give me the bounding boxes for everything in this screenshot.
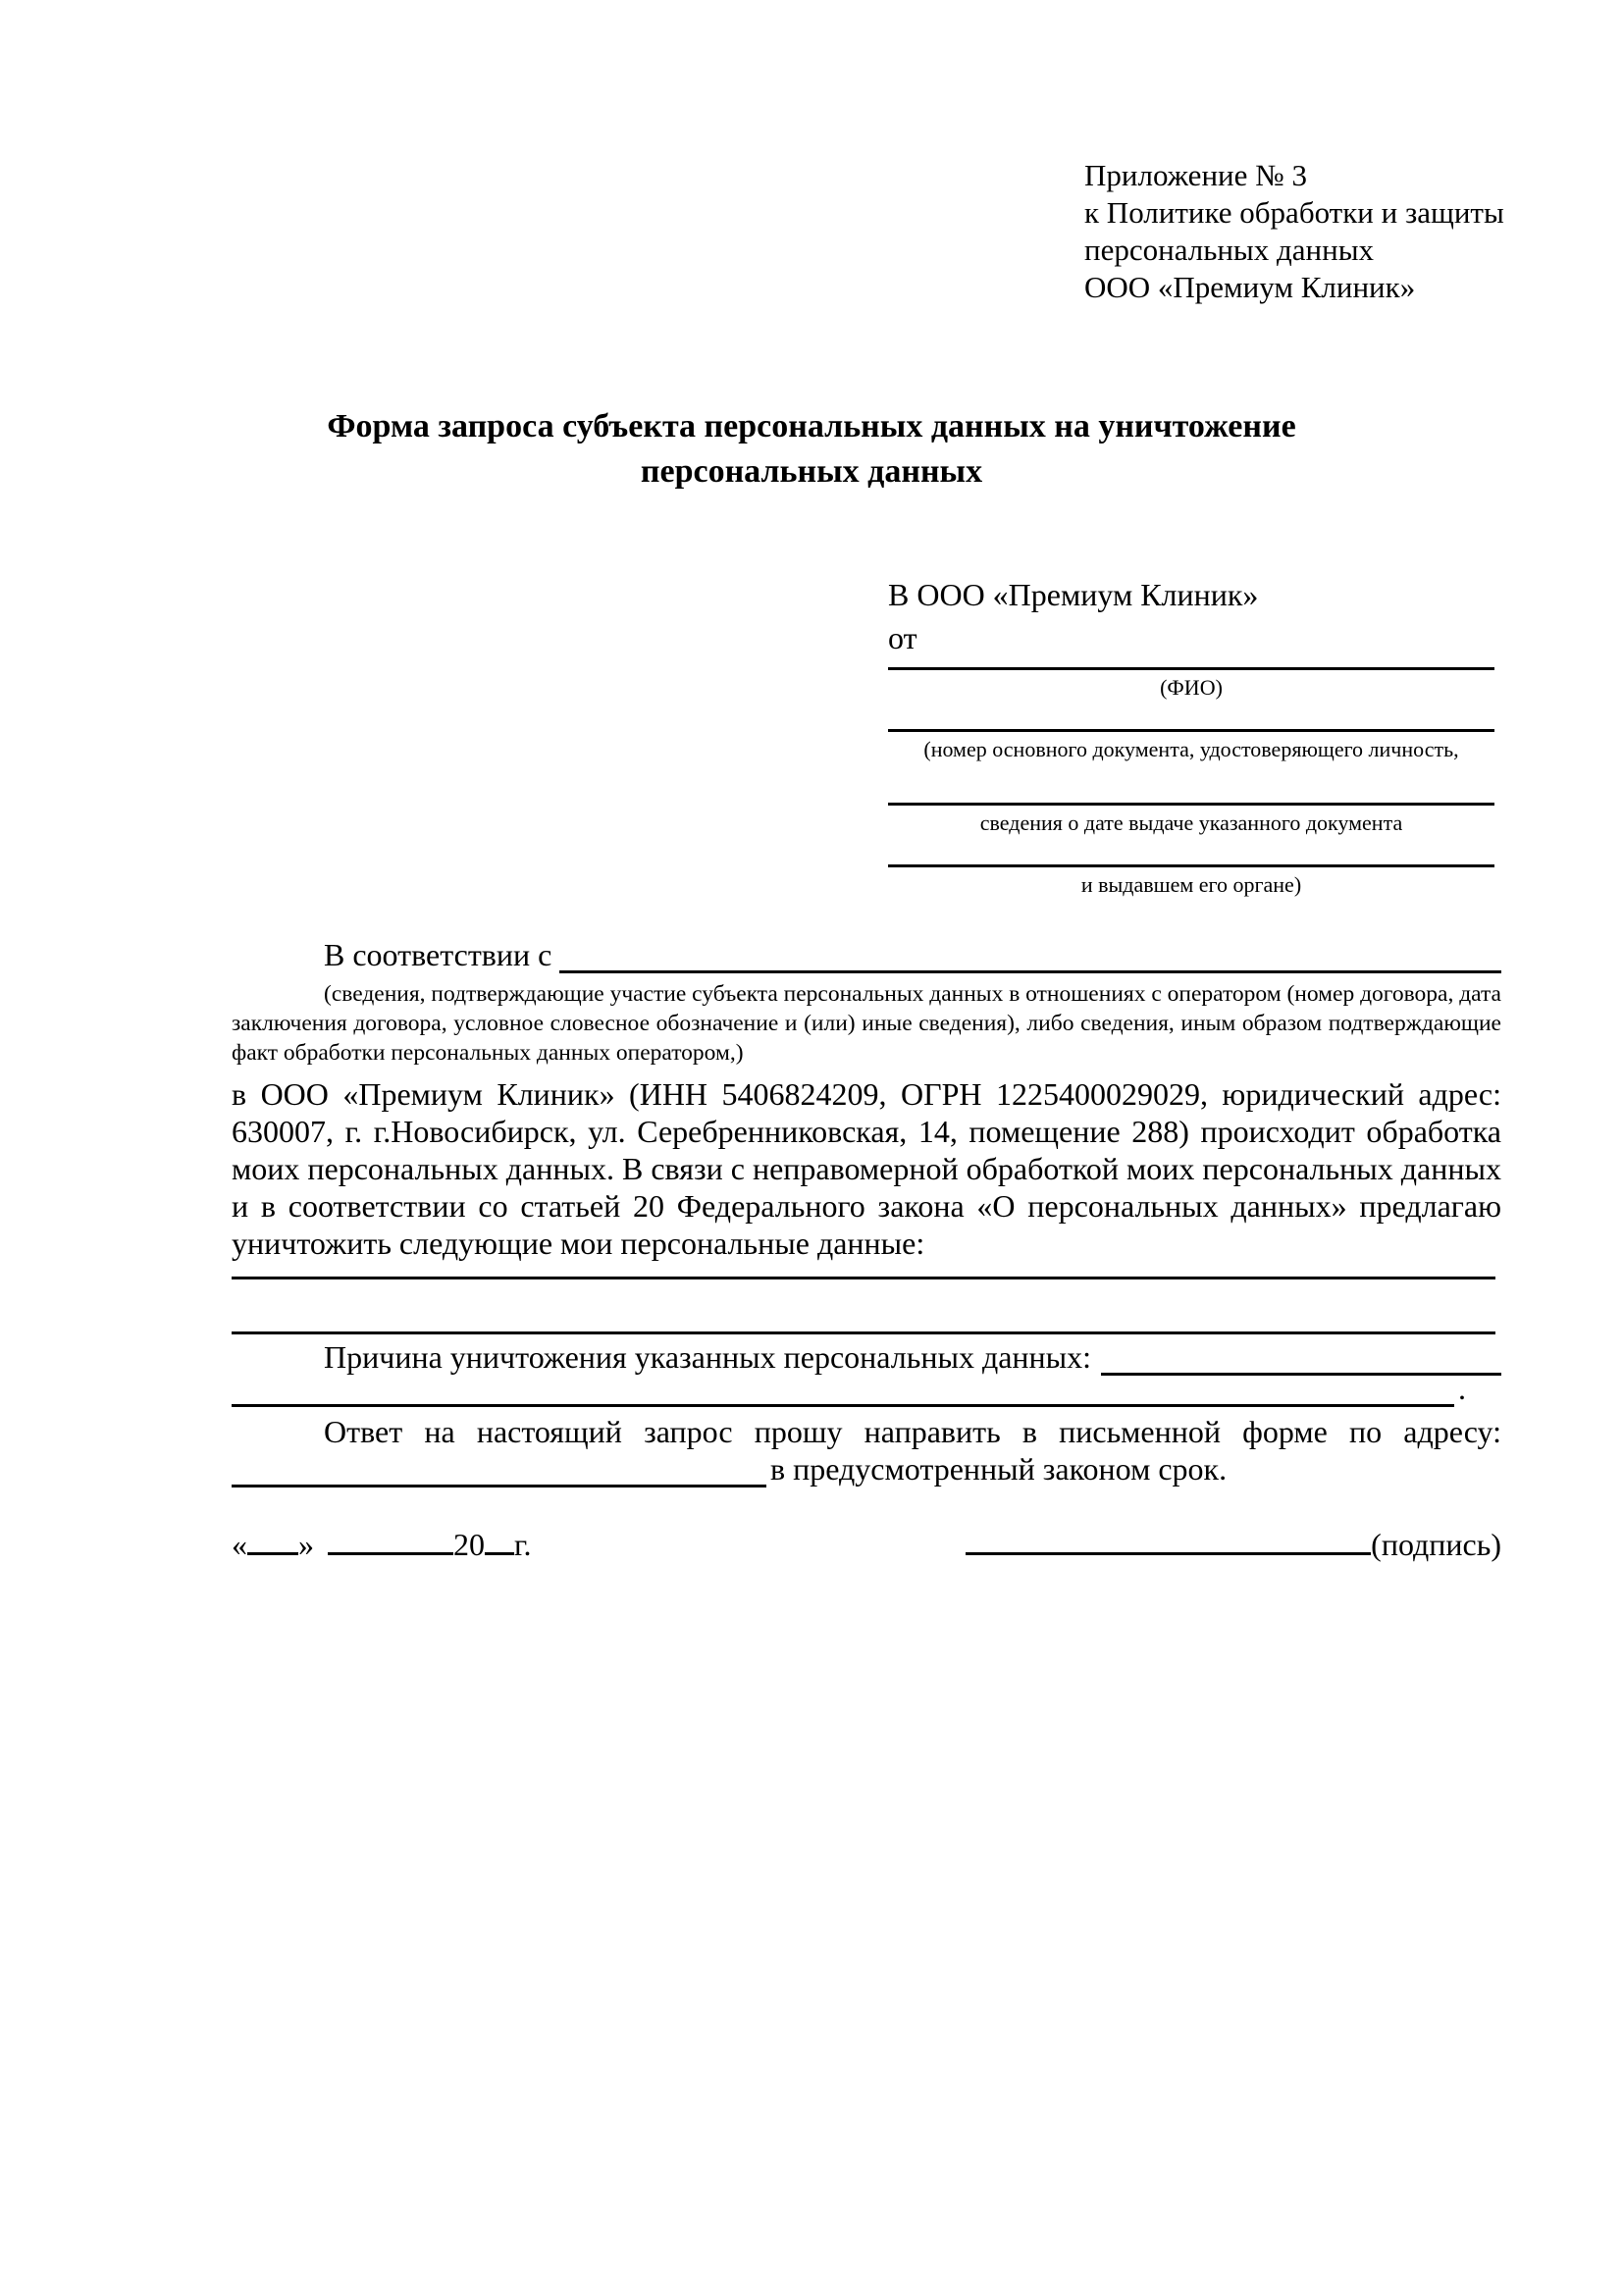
answer-tail-text: в предусмотренный законом срок. bbox=[770, 1451, 1228, 1487]
signature-blank-line bbox=[966, 1550, 1371, 1555]
document-title-line2: персональных данных bbox=[640, 453, 983, 490]
appendix-header-line: к Политике обработки и защиты bbox=[1084, 195, 1504, 230]
date-signature-row bbox=[232, 1523, 1501, 1566]
doc-issuer-blank-line bbox=[888, 835, 1494, 867]
appendix-header-line: Приложение № 3 bbox=[1084, 158, 1307, 192]
personal-data-blank-line-2 bbox=[232, 1331, 1495, 1334]
addressee-block bbox=[888, 573, 1494, 897]
period-text: . bbox=[1458, 1371, 1466, 1406]
doc-number-caption: (номер основного документа, удостоверяющего личность, bbox=[923, 737, 1459, 761]
personal-data-blank-line-1 bbox=[232, 1277, 1495, 1279]
date-close-quote: » bbox=[298, 1527, 314, 1562]
address-blank-line bbox=[232, 1448, 766, 1487]
doc-number-blank-line bbox=[888, 700, 1494, 732]
signature-group bbox=[966, 1523, 1501, 1566]
signature-caption: (подпись) bbox=[1371, 1527, 1501, 1562]
reason-continuation-row bbox=[232, 1368, 1466, 1407]
doc-issuer-caption: и выдавшем его органе) bbox=[1080, 872, 1302, 897]
date-year-prefix: 20 bbox=[453, 1527, 485, 1562]
date-year-blank bbox=[485, 1550, 514, 1555]
addressee-to: В ООО «Премиум Клиник» bbox=[888, 577, 1259, 612]
reason-label: Причина уничтожения указанных персональных данных: bbox=[324, 1339, 1092, 1375]
footnote-text: (сведения, подтверждающие участие субъекта персональных данных в отношениях с оператором (номер договора, дата заключения договора, условное словесное обозначение и (или) иные сведения), либо сведения, иным образом подтверждающие факт обработки персональных данных оператором,) bbox=[232, 981, 1501, 1066]
address-row bbox=[232, 1448, 1501, 1487]
date-open-quote: « bbox=[232, 1527, 247, 1562]
appendix-header-line: персональных данных bbox=[1084, 233, 1375, 267]
doc-date-caption: сведения о дате выдаче указанного документа bbox=[979, 810, 1403, 835]
fio-blank-line bbox=[888, 659, 1494, 670]
date-month-blank bbox=[328, 1550, 453, 1555]
main-paragraph: в ООО «Премиум Клиник» (ИНН 5406824209, ОГРН 1225400029029, юридический адрес: 630007, г. г.Новосибирск, ул. Серебренниковская, 14, помещение 288) происходит обработка моих персональных данных. В связи с неправомерной обработкой моих персональных данных и в соответствии со статьей 20 Федерального закона «О персональных данных» предлагаю уничтожить следующие мои персональные данные: bbox=[232, 1076, 1501, 1261]
fio-caption: (ФИО) bbox=[1160, 675, 1223, 700]
addressee-from-label: от bbox=[888, 620, 917, 655]
accordance-blank-line bbox=[559, 934, 1501, 973]
appendix-header-line: ООО «Премиум Клиник» bbox=[1084, 270, 1416, 304]
date-group bbox=[232, 1523, 532, 1566]
answer-sentence: Ответ на настоящий запрос прошу направить в письменной форме по адресу: bbox=[324, 1414, 1501, 1449]
document-title-line1: Форма запроса субъекта персональных данных на уничтожение bbox=[327, 408, 1296, 444]
date-year-suffix: г. bbox=[514, 1527, 532, 1562]
accordance-row bbox=[232, 934, 1501, 973]
reason-blank-line-2 bbox=[232, 1368, 1454, 1407]
doc-date-blank-line bbox=[888, 761, 1494, 806]
date-day-blank bbox=[247, 1550, 298, 1555]
appendix-header bbox=[1084, 157, 1504, 306]
document-title bbox=[0, 404, 1623, 495]
accordance-label: В соответствии с bbox=[324, 937, 552, 972]
